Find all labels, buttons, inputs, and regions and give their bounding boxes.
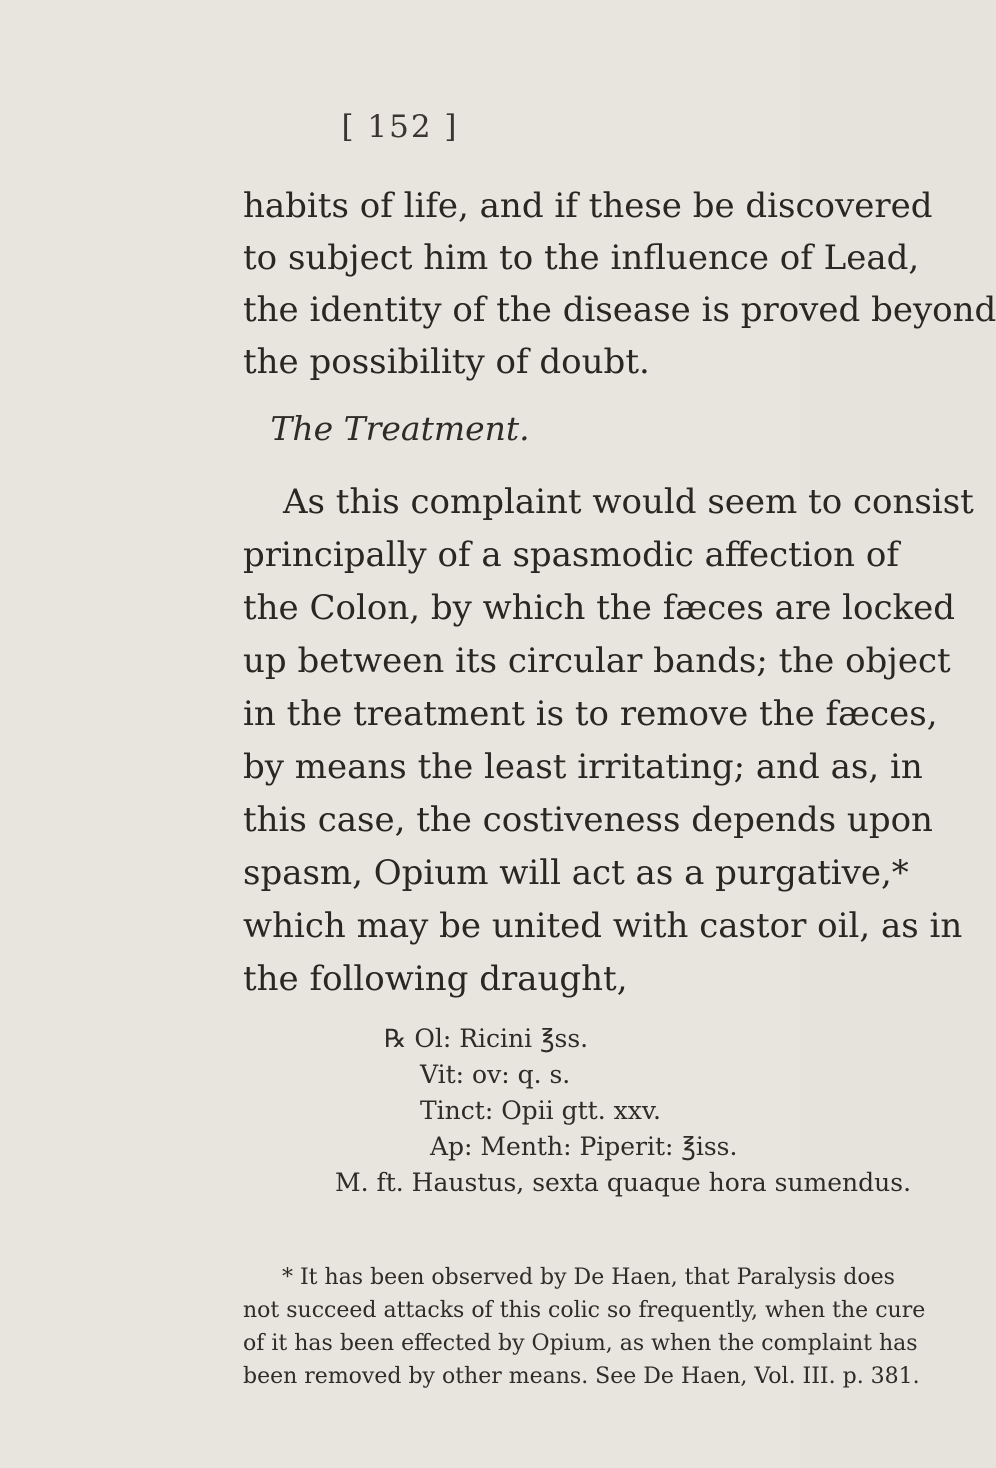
body-line-8: spasm, Opium will act as a purgative,* xyxy=(243,853,909,893)
section-heading: The Treatment. xyxy=(270,409,530,448)
intro-line-4: the possibility of doubt. xyxy=(243,342,650,382)
intro-line-2: to subject him to the influence of Lead, xyxy=(243,238,920,278)
body-line-2: principally of a spasmodic affection of xyxy=(243,535,899,575)
page-number-header: [ 152 ] xyxy=(341,109,459,145)
prescription-line-1: ℞ Ol: Ricini ℥ss. xyxy=(384,1024,589,1053)
body-line-3: the Colon, by which the fæces are locked xyxy=(243,588,956,628)
body-line-4: up between its circular bands; the object xyxy=(243,641,951,681)
footnote-line-2: not succeed attacks of this colic so frequently, when the cure xyxy=(243,1298,926,1323)
body-line-1: As this complaint would seem to consist xyxy=(283,482,974,522)
body-line-6: by means the least irritating; and as, in xyxy=(243,747,923,787)
footnote-line-3: of it has been effected by Opium, as when the complaint has xyxy=(243,1331,918,1356)
footnote-line-4: been removed by other means. See De Haen, Vol. III. p. 381. xyxy=(243,1364,920,1389)
body-line-10: the following draught, xyxy=(243,959,628,999)
intro-line-3: the identity of the disease is proved beyond xyxy=(243,290,996,330)
prescription-line-5: M. ft. Haustus, sexta quaque hora sumendus. xyxy=(335,1168,912,1197)
body-line-7: this case, the costiveness depends upon xyxy=(243,800,933,840)
footnote-line-1: * It has been observed by De Haen, that Paralysis does xyxy=(282,1265,895,1290)
prescription-line-2: Vit: ov: q. s. xyxy=(420,1060,571,1089)
intro-line-1: habits of life, and if these be discovered xyxy=(243,186,933,226)
prescription-line-4: Ap: Menth: Piperit: ℥iss. xyxy=(430,1132,738,1161)
prescription-line-3: Tinct: Opii gtt. xxv. xyxy=(420,1096,661,1125)
body-line-5: in the treatment is to remove the fæces, xyxy=(243,694,938,734)
body-line-9: which may be united with castor oil, as in xyxy=(243,906,963,946)
